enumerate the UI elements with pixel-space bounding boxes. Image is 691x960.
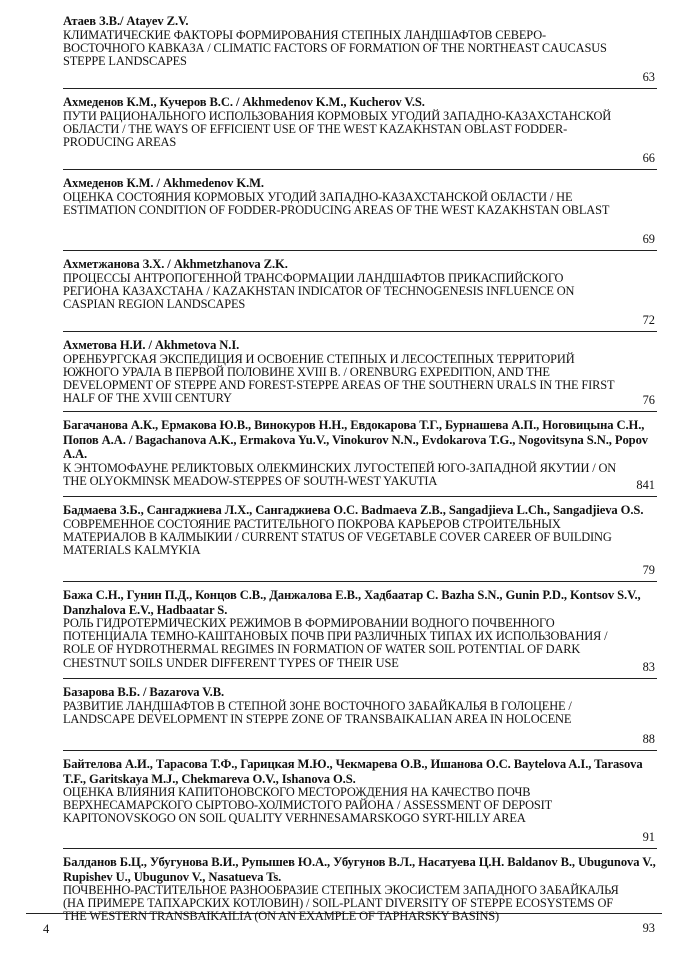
entry-title: ОЦЕНКА СОСТОЯНИЯ КОРМОВЫХ УГОДИЙ ЗАПАДНО-КАЗАХСТАНСКОЙ ОБЛАСТИ / HE ESTIMATION CONDITION OF FODDER-PRODUCING AREAS OF THE WEST KAZAKHSTAN OBLAST xyxy=(63,189,610,217)
entry-authors: Байтелова А.И., Тарасова Т.Ф., Гарицкая М.Ю., Чекмарева О.В., Ишанова О.С. Baytelova A.I., Tarasova T.F., Garitskaya M.J., Chekmareva O.V., Ishanova O.S. xyxy=(63,757,643,786)
entry-title: РАЗВИТИЕ ЛАНДШАФТОВ В СТЕПНОЙ ЗОНЕ ВОСТОЧНОГО ЗАБАЙКАЛЬЯ В ГОЛОЦЕНЕ / LANDSCAPE DEVELOPMENT IN STEPPE ZONE OF TRANSBAIKALIAN AREA IN HOLOCENE xyxy=(63,698,572,726)
entry-page-number: 69 xyxy=(642,232,655,246)
entry-title: КЛИМАТИЧЕСКИЕ ФАКТОРЫ ФОРМИРОВАНИЯ СТЕПНЫХ ЛАНДШАФТОВ СЕВЕРО-ВОСТОЧНОГО КАВКАЗА / CLIMATIC FACTORS OF FORMATION OF THE NORTHEAST CAUCASUS STEPPE LANDSCAPES xyxy=(63,27,607,68)
contents-list xyxy=(63,14,657,939)
contents-entry xyxy=(63,176,657,251)
entry-title: СОВРЕМЕННОЕ СОСТОЯНИЕ РАСТИТЕЛЬНОГО ПОКРОВА КАРЬЕРОВ СТРОИТЕЛЬНЫХ МАТЕРИАЛОВ В КАЛМЫКИИ / CURRENT STATUS OF VEGETABLE COVER CAREER OF BUILDING MATERIALS KALMYKIA xyxy=(63,516,612,557)
entry-authors: Балданов Б.Ц., Убугунова В.И., Рупышев Ю.А., Убугунов В.Л., Насатуева Ц.Н. Baldanov B., Ubugunova V., Rupishev U., Ubugunov V., Nasatueva Ts. xyxy=(63,855,656,884)
contents-entry xyxy=(63,14,657,89)
entry-page-number: 83 xyxy=(642,660,655,674)
entry-page-number: 66 xyxy=(642,151,655,165)
entry-page-number: 841 xyxy=(636,478,655,492)
contents-entry xyxy=(63,757,657,849)
entry-authors: Багачанова А.К., Ермакова Ю.В., Винокуров Н.Н., Евдокарова Т.Г., Бурнашева А.П., Ноговицына С.Н., Попов А.А. / Bagachanova A.K., Ermakova Yu.V., Vinokurov N.N., Evdokarova T.G., Nogovitsyna S.N., Popov A.A. xyxy=(63,418,648,461)
contents-entry xyxy=(63,503,657,582)
entry-authors: Бадмаева З.Б., Сангаджиева Л.Х., Сангаджиева О.С. Badmaeva Z.B., Sangadjieva L.Ch., Sangadjieva O.S. xyxy=(63,503,644,517)
contents-entry xyxy=(63,257,657,332)
entry-title: ОЦЕНКА ВЛИЯНИЯ КАПИТОНОВСКОГО МЕСТОРОЖДЕНИЯ НА КАЧЕСТВО ПОЧВ ВЕРХНЕСАМАРСКОГО СЫРТОВО-ХОЛМИСТОГО РАЙОНА / ASSESSMENT OF DEPOSIT KAPITONOVSKOGO ON SOIL QUALITY VERHNESAMARSKOGO SYRT-HILLY AREA xyxy=(63,785,552,826)
entry-title: К ЭНТОМОФАУНЕ РЕЛИКТОВЫХ ОЛЕКМИНСКИХ ЛУГОСТЕПЕЙ ЮГО-ЗАПАДНОЙ ЯКУТИИ / ON THE OLYOKMINSK MEADOW-STEPPES OF SOUTH-WEST YAKUTIA xyxy=(63,460,617,488)
contents-entry xyxy=(63,338,657,412)
entry-page-number: 88 xyxy=(642,732,655,746)
entry-page-number: 72 xyxy=(642,313,655,327)
entry-title: ОРЕНБУРГСКАЯ ЭКСПЕДИЦИЯ И ОСВОЕНИЕ СТЕПНЫХ И ЛЕСОСТЕПНЫХ ТЕРРИТОРИЙ ЮЖНОГО УРАЛА В ПЕРВОЙ ПОЛОВИНЕ XVIII В. / ORENBURG EXPEDITION, AND THE DEVELOPMENT OF STEPPE AND FOREST-STEPPE AREAS OF THE SOUTHERN URALS IN THE FIRST HALF OF THE XVIII CENTURY xyxy=(63,351,615,406)
entry-title: ПРОЦЕССЫ АНТРОПОГЕННОЙ ТРАНСФОРМАЦИИ ЛАНДШАФТОВ ПРИКАСПИЙСКОГО РЕГИОНА КАЗАХСТАНА / KAZAKHSTAN INDICATOR OF TECHNOGENESIS INFLUENCE ON CASPIAN REGION LANDSCAPES xyxy=(63,270,575,311)
entry-authors: Ахметова Н.И. / Akhmetova N.I. xyxy=(63,338,240,352)
footer-divider xyxy=(26,913,662,914)
contents-entry xyxy=(63,95,657,170)
entry-title: РОЛЬ ГИДРОТЕРМИЧЕСКИХ РЕЖИМОВ В ФОРМИРОВАНИИ ВОДНОГО ПОЧВЕННОГО ПОТЕНЦИАЛА ТЕМНО-КАШТАНОВЫХ ПОЧВ ПРИ РАЗЛИЧНЫХ ТИПАХ ИХ ИСПОЛЬЗОВАНИЯ / ROLE OF HYDROTHERMAL REGIMES IN FORMATION OF WATER SOIL POTENTIAL OF DARK CHESTNUT SOILS UNDER DIFFERENT TYPES OF THEIR USE xyxy=(63,616,608,670)
entry-page-number: 91 xyxy=(642,830,655,844)
entry-page-number: 93 xyxy=(642,921,655,935)
contents-entry xyxy=(63,418,657,497)
entry-authors: Атаев З.В./ Atayev Z.V. xyxy=(63,14,189,28)
entry-title: ПОЧВЕННО-РАСТИТЕЛЬНОЕ РАЗНООБРАЗИЕ СТЕПНЫХ ЭКОСИСТЕМ ЗАПАДНОГО ЗАБАЙКАЛЬЯ (НА ПРИМЕРЕ ТАПХАРСКИХ КОТЛОВИН) / SOIL-PLANT DIVERSITY OF STEPPE ECOSYSTEMS OF THE WESTERN TRANSBAIKAILIA (ON AN EXAMPLE OF TAPHARSKY BASINS) xyxy=(63,883,619,924)
footer-page-number: 4 xyxy=(43,922,50,936)
entry-page-number: 79 xyxy=(642,563,655,577)
contents-entry xyxy=(63,855,657,939)
entry-authors: Ахметжанова З.Х. / Akhmetzhanova Z.K. xyxy=(63,257,288,271)
entry-authors: Ахмеденов К.М., Кучеров В.С. / Akhmedenov K.M., Kucherov V.S. xyxy=(63,95,425,109)
contents-entry xyxy=(63,588,657,679)
contents-entry xyxy=(63,685,657,751)
entry-page-number: 63 xyxy=(642,70,655,84)
entry-authors: Ахмеденов К.М. / Akhmedenov K.M. xyxy=(63,176,264,190)
entry-authors: Бажа С.Н., Гунин П.Д., Концов С.В., Данжалова Е.В., Хадбаатар С. Bazha S.N., Gunin P.D., Kontsov S.V., Danzhalova E.V., Hadbaatar S. xyxy=(63,588,641,617)
entry-authors: Базарова В.Б. / Bazarova V.B. xyxy=(63,685,225,699)
entry-page-number: 76 xyxy=(642,393,655,407)
entry-title: ПУТИ РАЦИОНАЛЬНОГО ИСПОЛЬЗОВАНИЯ КОРМОВЫХ УГОДИЙ ЗАПАДНО-КАЗАХСТАНСКОЙ ОБЛАСТИ / THE WAYS OF EFFICIENT USE OF THE WEST KAZAKHSTAN OBLAST FODDER-PRODUCING AREAS xyxy=(63,108,612,149)
